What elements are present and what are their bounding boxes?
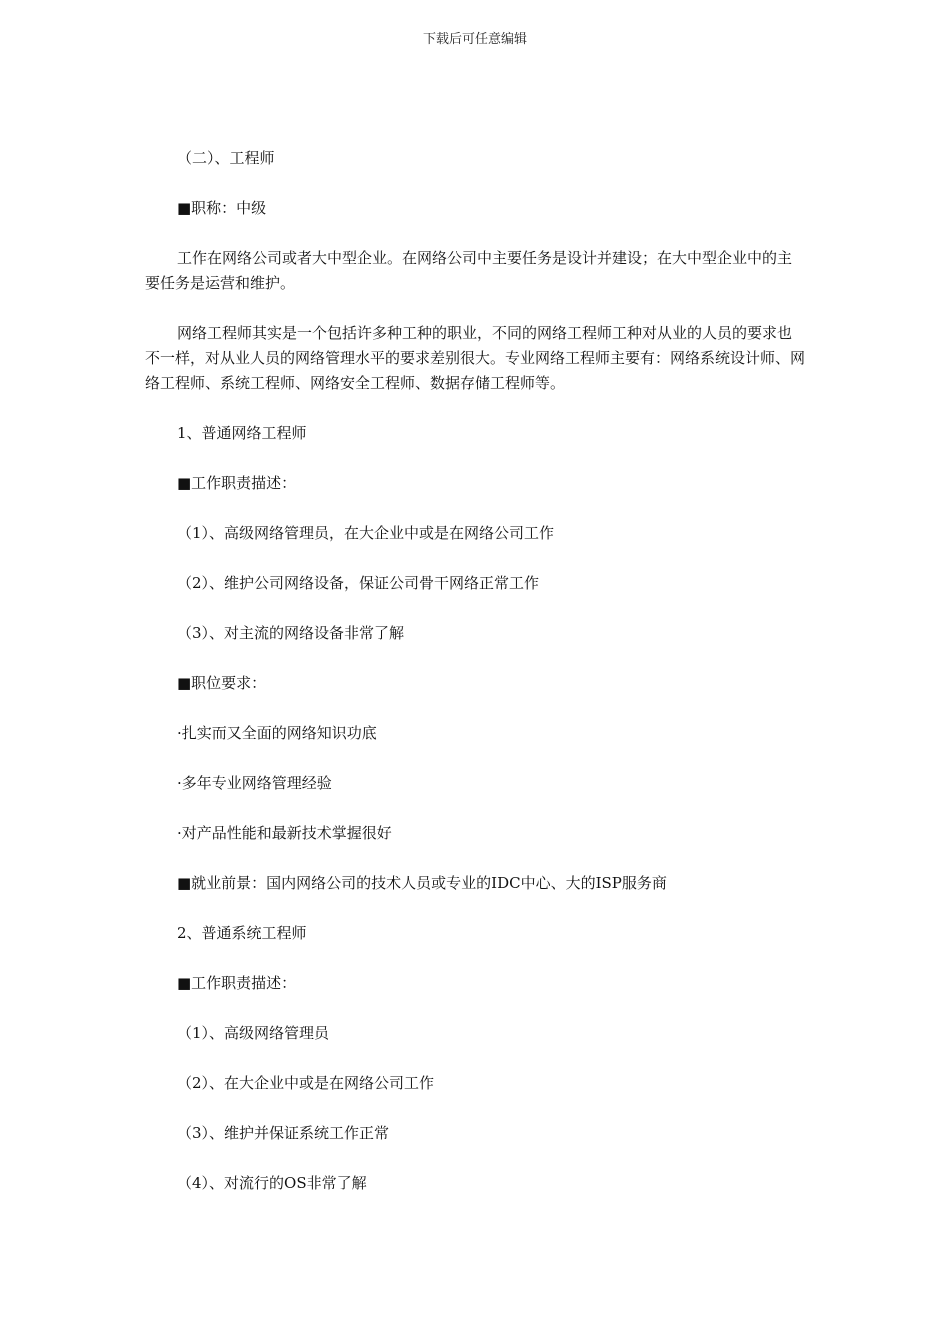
paragraph-2: 网络工程师其实是一个包括许多种工种的职业，不同的网络工程师工种对从业的人员的要求也不一样，对从业人员的网络管理水平的要求差别很大。专业网络工程师主要有：网络系统设计师、网络工程师、系统工程师、网络安全工程师、数据存储工程师等。 [145,324,806,392]
item-1-requirements-label: ■职位要求： [177,674,267,692]
item-1-duties-label: ■工作职责描述： [177,474,297,492]
item-1-requirement-2: ·多年专业网络管理经验 [177,774,332,792]
item-1-requirement-1: ·扎实而又全面的网络知识功底 [177,724,377,742]
title-label: ■职称：中级 [177,199,267,217]
item-1-requirement-3: ·对产品性能和最新技术掌握很好 [177,824,392,842]
section-title: （二）、工程师 [177,149,275,167]
item-2-duty-1: （1）、高级网络管理员 [177,1024,330,1042]
item-2-duty-2: （2）、在大企业中或是在网络公司工作 [177,1074,435,1092]
item-1-title: 1、普通网络工程师 [177,424,307,442]
item-1-duty-3: （3）、对主流的网络设备非常了解 [177,624,405,642]
item-2-duty-3: （3）、维护并保证系统工作正常 [177,1124,390,1142]
paragraph-1: 工作在网络公司或者大中型企业。在网络公司中主要任务是设计并建设；在大中型企业中的主要任务是运营和维护。 [145,249,793,292]
item-2-duties-label: ■工作职责描述： [177,974,297,992]
item-2-title: 2、普通系统工程师 [177,924,307,942]
item-1-duty-1: （1）、高级网络管理员，在大企业中或是在网络公司工作 [177,524,555,542]
item-1-prospect: ■就业前景：国内网络公司的技术人员或专业的IDC中心、大的ISP服务商 [177,874,667,892]
document-content [145,146,805,1196]
item-2-duty-4: （4）、对流行的OS非常了解 [177,1174,367,1192]
page-header: 下载后可任意编辑 [422,32,527,47]
item-1-duty-2: （2）、维护公司网络设备，保证公司骨干网络正常工作 [177,574,540,592]
